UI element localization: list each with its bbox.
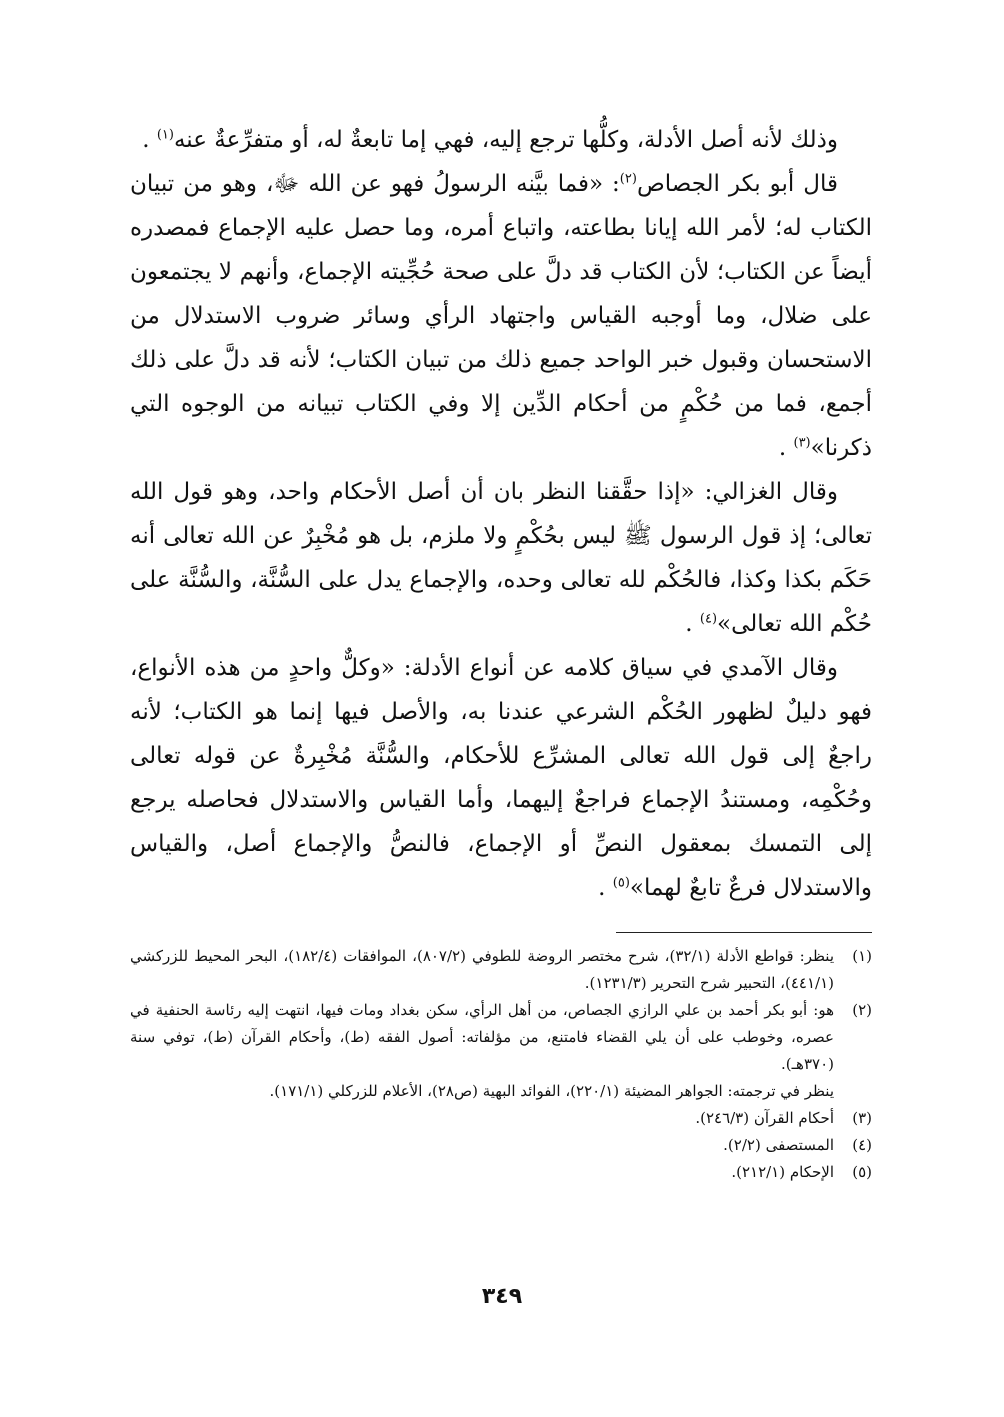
footnote-text: ينظر: قواطع الأدلة (٣٢/١)، شرح مختصر الروضة للطوفي (٨٠٧/٢)، الموافقات (١٨٢/٤)، البحر المحيط للزركشي (٤٤١/١)، التحبير شرح التحرير (١٢٣١/٣). (130, 947, 834, 992)
footnotes (130, 943, 872, 1186)
footnote-text: المستصفى (٢/٢). (723, 1136, 834, 1154)
footnote-number: (٤) (852, 1136, 872, 1154)
footnote-number: (٥) (852, 1163, 872, 1181)
footnote-ref-2[interactable]: (٢) (619, 171, 637, 187)
page-content (130, 118, 872, 1338)
footnote-1 (130, 943, 872, 997)
footnote-number: (٢) (852, 1001, 872, 1019)
page-number: ٣٤٩ (481, 1284, 523, 1309)
footnote-text: هو: أبو بكر أحمد بن علي الرازي الجصاص، من أهل الرأي، سكن بغداد ومات فيها، انتهت إليه رئاسة الحنفية في عصره، وخوطب على أن يلي القضاء فامتنع، من مؤلفاته: أصول الفقه (ط)، وأحكام القرآن (ط)، توفي سنة (٣٧٠هـ). (130, 1001, 834, 1073)
footnote-text: ينظر في ترجمته: الجواهر المضيئة (٢٢٠/١)، الفوائد البهية (ص٢٨)، الأعلام للزركلي (١٧١/١). (269, 1082, 834, 1100)
footnote-2 (130, 997, 872, 1078)
paragraph-2: قال أبو بكر الجصاص$^{(٢)}$: «فما بيَّنه الرسولُ فهو عن الله ﷻ، وهو من تبيان الكتاب له؛ لأمر الله إيانا بطاعته، واتباع أمره، وما حصل عليه الإجماع فمصدره أيضاً عن الكتاب؛ لأن الكتاب قد دلَّ على صحة حُجِّيته الإجماع، وأنهم لا يجتمعون على ضلال، وما أوجبه القياس واجتهاد الرأي وسائر ضروب الاستدلال من الاستحسان وقبول خبر الواحد جميع ذلك من تبيان الكتاب؛ لأنه قد دلَّ على ذلك أجمع، فما من حُكْمٍ من أحكام الدِّين إلا وفي الكتاب تبيانه من الوجوه التي ذكرنا»$^{(٣)}$ . (130, 171, 872, 461)
footnote-text: الإحكام (٢١٢/١). (731, 1163, 834, 1181)
footnote-2-continuation (130, 1078, 872, 1105)
footnote-ref-1[interactable]: (١) (156, 127, 174, 143)
footnote-text: أحكام القرآن (٢٤٦/٣). (695, 1109, 834, 1127)
footnote-4 (130, 1132, 872, 1159)
body-text (130, 118, 872, 910)
footnote-3 (130, 1105, 872, 1132)
footnote-number: (١) (852, 947, 872, 965)
paragraph-4: وقال الآمدي في سياق كلامه عن أنواع الأدلة: «وكلٌّ واحدٍ من هذه الأنواع، فهو دليلٌ لظهور الحُكْم الشرعي عندنا به، والأصل فيها إنما هو الكتاب؛ لأنه راجعٌ إلى قول الله تعالى المشرِّع للأحكام، والسُّنَّة مُخْبِرةٌ عن قوله تعالى وحُكْمِه، ومستندُ الإجماع فراجعٌ إليهما، وأما القياس والاستدلال فحاصله يرجع إلى التمسك بمعقول النصِّ أو الإجماع، فالنصُّ والإجماع أصل، والقياس والاستدلال فرعٌ تابعٌ لهما»$^{(٥)}$ . (130, 655, 873, 901)
footnote-divider (616, 932, 872, 933)
footnote-ref-3[interactable]: (٣) (793, 435, 811, 451)
footnote-5 (130, 1159, 872, 1186)
paragraph-3: وقال الغزالي: «إذا حقَّقنا النظر بان أن أصل الأحكام واحد، وهو قول الله تعالى؛ إذ قول الرسول ﷺ ليس بحُكْمٍ ولا ملزم، بل هو مُخْبِرٌ عن الله تعالى أنه حَكَم بكذا وكذا، فالحُكْم لله تعالى وحده، والإجماع يدل على السُّنَّة، والسُّنَّة على حُكْم الله تعالى»$^{(٤)}$ . (130, 479, 872, 637)
footnote-number: (٣) (852, 1109, 872, 1127)
footnote-ref-5[interactable]: (٥) (612, 875, 630, 891)
footnote-ref-4[interactable]: (٤) (699, 611, 718, 627)
paragraph-1: وذلك لأنه أصل الأدلة، وكلُّها ترجع إليه، فهي إما تابعةٌ له، أو متفرِّعةٌ عنه$^{(١)}$ . (142, 127, 838, 153)
